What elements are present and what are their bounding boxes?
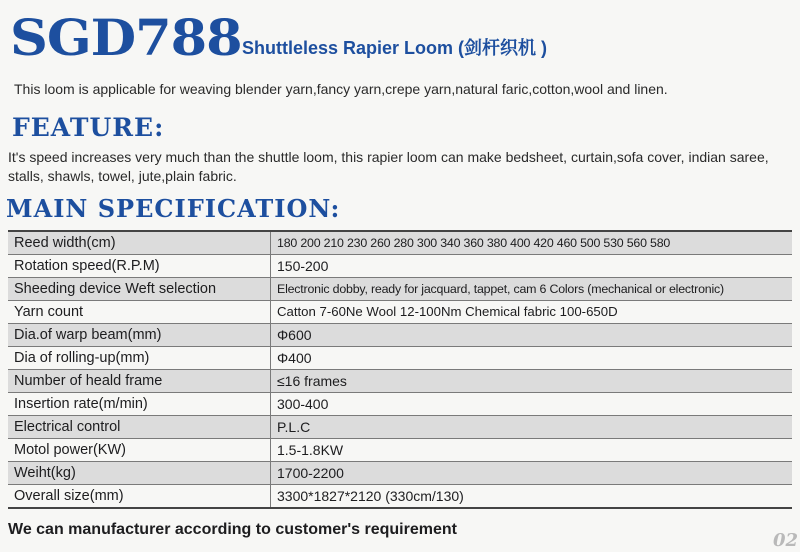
spec-label: Insertion rate(m/min)	[8, 393, 271, 416]
page-number: 02	[772, 530, 798, 551]
spec-row-overall-size	[8, 485, 792, 509]
spec-value: 180 200 210 230 260 280 300 340 360 380 400 420 460 500 530 560 580	[271, 231, 793, 255]
spec-value: 150-200	[271, 255, 793, 278]
spec-row-rotation-speed	[8, 255, 792, 278]
spec-value: Φ600	[271, 324, 793, 347]
spec-row-weight	[8, 462, 792, 485]
feature-text: It's speed increases very much than the shuttle loom, this rapier loom can make bedsheet, curtain,sofa cover, indian saree, stalls, shawls, towel, jute,plain fabric.	[8, 149, 769, 184]
spec-label: Weiht(kg)	[8, 462, 271, 485]
spec-row-sheeding-device	[8, 278, 792, 301]
specification-heading: MAIN SPECIFICATION:	[6, 194, 341, 223]
spec-row-insertion-rate	[8, 393, 792, 416]
document-header	[10, 8, 790, 70]
spec-label: Yarn count	[8, 301, 271, 324]
spec-label: Reed width(cm)	[8, 231, 271, 255]
spec-value: 1.5-1.8KW	[271, 439, 793, 462]
specification-table	[8, 230, 792, 509]
spec-row-yarn-count	[8, 301, 792, 324]
spec-row-rolling-up	[8, 347, 792, 370]
spec-value: 3300*1827*2120 (330cm/130)	[271, 485, 793, 509]
intro-text: This loom is applicable for weaving blender yarn,fancy yarn,crepe yarn,natural faric,cotton,wool and linen.	[14, 81, 668, 97]
spec-label: Sheeding device Weft selection	[8, 278, 271, 301]
spec-label: Rotation speed(R.P.M)	[8, 255, 271, 278]
spec-label: Dia.of warp beam(mm)	[8, 324, 271, 347]
spec-row-motor-power	[8, 439, 792, 462]
spec-label: Overall size(mm)	[8, 485, 271, 509]
spec-value: 1700-2200	[271, 462, 793, 485]
customization-note: We can manufacturer according to customer's requirement	[8, 521, 457, 538]
spec-row-reed-width	[8, 231, 792, 255]
spec-row-warp-beam	[8, 324, 792, 347]
model-number: SGD788	[10, 8, 242, 67]
spec-row-electrical-control	[8, 416, 792, 439]
spec-label: Number of heald frame	[8, 370, 271, 393]
spec-row-heald-frame	[8, 370, 792, 393]
product-name: Shuttleless Rapier Loom (剑杆织机 )	[242, 38, 548, 58]
spec-value: Φ400	[271, 347, 793, 370]
feature-heading: FEATURE:	[12, 113, 165, 142]
spec-label: Motol power(KW)	[8, 439, 271, 462]
spec-label: Electrical control	[8, 416, 271, 439]
spec-value: P.L.C	[271, 416, 793, 439]
spec-value: Catton 7-60Ne Wool 12-100Nm Chemical fabric 100-650D	[271, 301, 793, 324]
spec-value: ≤16 frames	[271, 370, 793, 393]
spec-label: Dia of rolling-up(mm)	[8, 347, 271, 370]
spec-value: 300-400	[271, 393, 793, 416]
spec-value: Electronic dobby, ready for jacquard, tappet, cam 6 Colors (mechanical or electronic)	[271, 278, 793, 301]
